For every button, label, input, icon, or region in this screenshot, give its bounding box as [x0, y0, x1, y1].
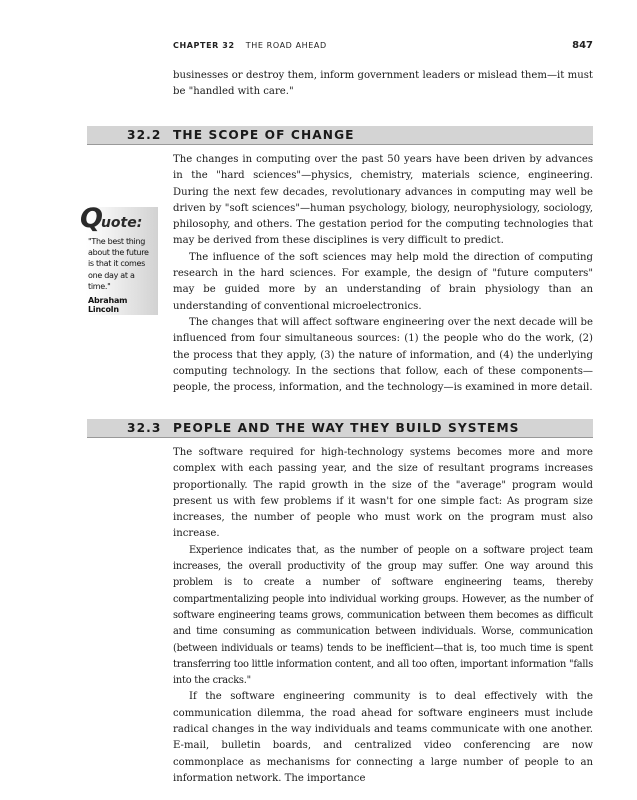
- page-number: 847: [572, 40, 593, 51]
- section-number: 32.2: [127, 128, 162, 142]
- chapter-label: CHAPTER 32: [173, 41, 235, 50]
- section-number: 32.3: [127, 421, 162, 435]
- paragraph: The software required for high-technology systems becomes more and more complex with each passing year, and the size of resultant programs increases proportionally. The rapid growth in the size of the "average" program would present us with few problems if it wasn't for one simple fact: As program size increases, the number of people who must work on the program must also increase.: [173, 447, 593, 540]
- quote-icon: [80, 205, 142, 232]
- paragraph: The changes in computing over the past 50 years have been driven by advances in the "hard sciences"—physics, chemistry, materials science, engineering. During the next few decades, revolutionary advances in computing may well be driven by "soft sciences"—human psychology, biology, neurophysiology, sociology, philosophy, and others. The gestation period for the computing technologies that may be derived from these disciplines is very difficult to predict.: [173, 154, 593, 247]
- running-head: [173, 41, 593, 55]
- chapter-title: THE ROAD AHEAD: [245, 41, 327, 50]
- section-title: PEOPLE AND THE WAY THEY BUILD SYSTEMS: [173, 421, 520, 435]
- intro-paragraph: businesses or destroy them, inform government leaders or mislead them—it must be "handled with care.": [173, 70, 593, 98]
- section-heading-32-2: [87, 126, 593, 145]
- paragraph: Experience indicates that, as the number of people on a software project team increases, the overall productivity of the group may suffer. One way around this problem is to create a number of software engineering teams, thereby compartmentalizing people into individual working groups. However, as the number of software engineering teams grows, communication between them becomes as difficult and time consuming as communication between individuals. Worse, communication (between individuals or teams) tends to be inefficient—that is, too much time is spent transferring too little information content, and all too often, important information "falls into the cracks.": [173, 544, 593, 687]
- paragraph: If the software engineering community is to deal effectively with the communication dilemma, the road ahead for software engineers must include radical changes in the way individuals and teams communicate with one another. E-mail, bulletin boards, and centralized video conferencing are now commonplace as mechanisms for connecting a large number of people to an information network. The importance: [173, 691, 593, 784]
- quote-author: Abraham Lincoln: [88, 296, 128, 314]
- paragraph: The influence of the soft sciences may help mold the direction of computing research in the hard sciences. For example, the design of "future computers" may be guided more by an understanding of brain physiology than an understanding of conventional microelectronics.: [173, 251, 593, 312]
- paragraph: The changes that will affect software engineering over the next decade will be influenced from four simultaneous sources: (1) the people who do the work, (2) the process that they apply, (3) the nature of information, and (4) the underlying computing technology. In the sections that follow, each of these components—people, the process, information, and the technology—is examined in more detail.: [173, 316, 593, 394]
- section-heading-32-3: [87, 419, 593, 438]
- quote-text: "The best thing about the future is that it comes one day at a time.": [88, 237, 149, 291]
- margin-quote: [80, 203, 158, 315]
- section-title: THE SCOPE OF CHANGE: [173, 128, 355, 142]
- quote-logo-initial: Q: [80, 203, 103, 234]
- section-32-2-body: [173, 152, 593, 396]
- quote-logo-rest: uote:: [100, 215, 143, 231]
- section-32-3-body: [173, 445, 593, 787]
- intro-text-block: [173, 68, 593, 101]
